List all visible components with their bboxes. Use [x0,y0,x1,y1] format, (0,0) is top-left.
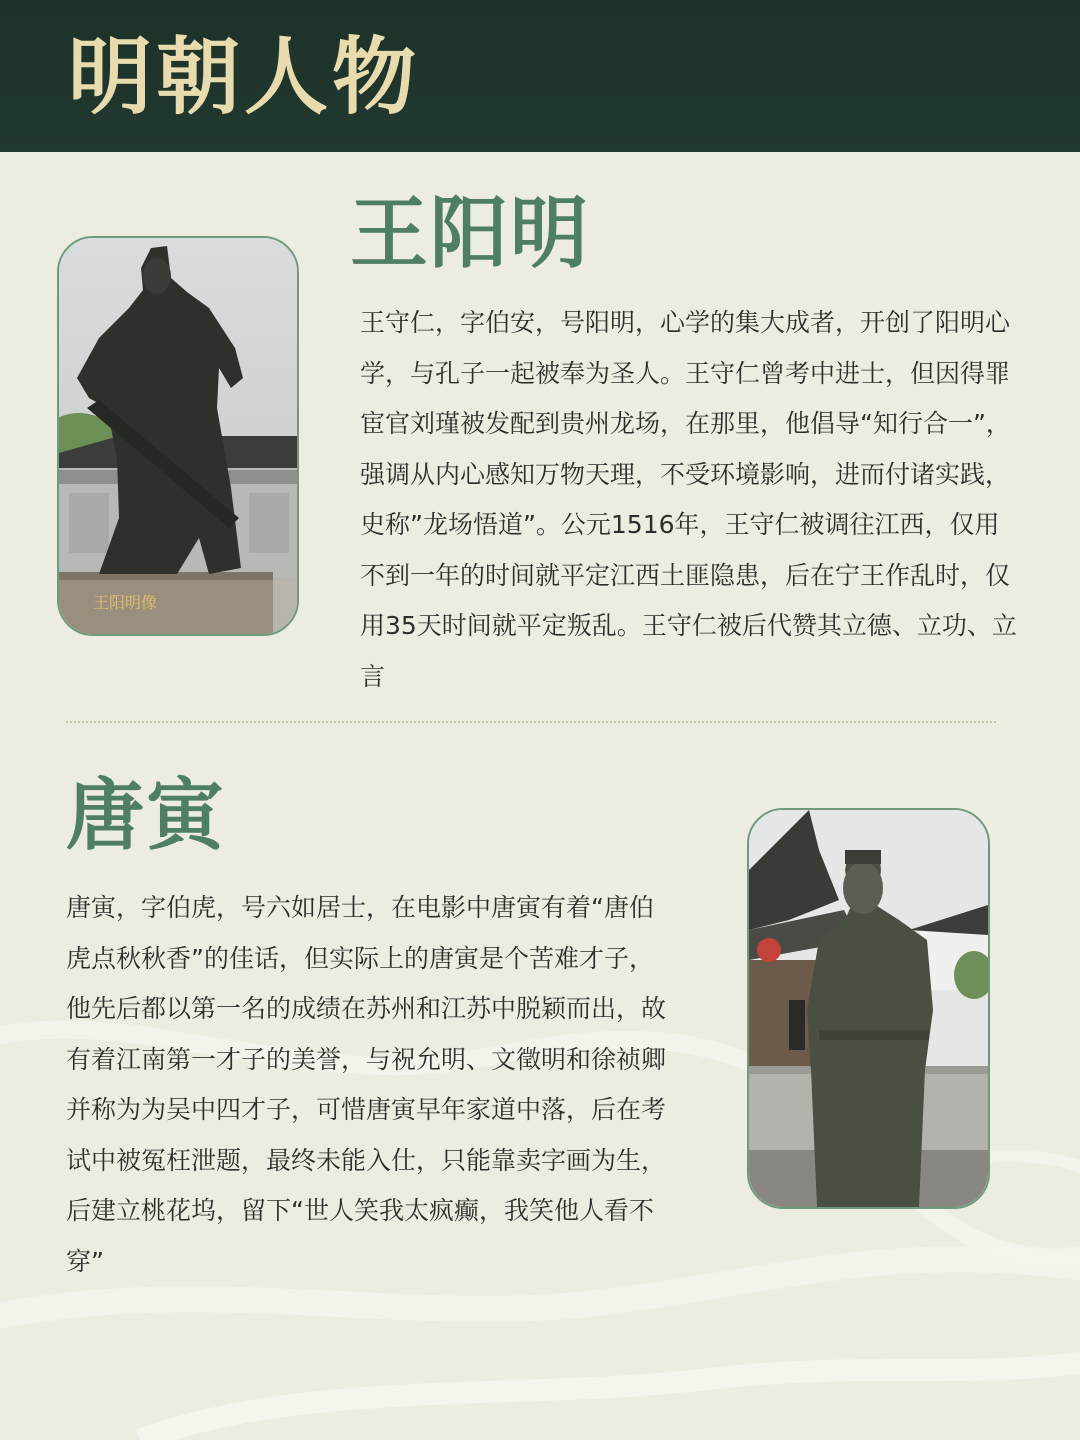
person-name-wang-yangming: 王阳明 [350,188,591,279]
person-description-tang-yin: 唐寅，字伯虎，号六如居士，在电影中唐寅有着“唐伯虎点秋秋香”的佳话，但实际上的唐寅是个苦难才子，他先后都以第一名的成绩在苏州和江苏中脱颖而出，故有着江南第一才子的美誉，与祝允明、文徵明和徐祯卿并称为为吴中四才子，可惜唐寅早年家道中落，后在考试中被冤枉泄题，最终未能入仕，只能靠卖字画为生，后建立桃花坞，留下“世人笑我太疯癫，我笑他人看不穿” [66,893,667,1276]
page-title: 明朝人物 [68,27,421,126]
pedestal-inscription: 王阳明像 [93,593,158,612]
wang-yangming-statue-photo [57,236,299,636]
header-banner [0,0,1080,152]
section-divider [66,721,996,723]
statue-illustration-1 [59,238,297,634]
person-description-wang-yangming: 王守仁，字伯安，号阳明，心学的集大成者，开创了阳明心学，与孔子一起被奉为圣人。王守仁曾考中进士，但因得罪宦官刘瑾被发配到贵州龙场，在那里，他倡导“知行合一”，强调从内心感知万物天理，不受环境影响，进而付诸实践，史称”龙场悟道”。公元1516年，王守仁被调往江西，仅用不到一年的时间就平定江西土匪隐患，后在宁王作乱时，仅用35天时间就平定叛乱。王守仁被后代赞其立德、立功、立言 [360,308,1017,691]
person-name-tang-yin: 唐寅 [66,770,227,861]
tang-yin-statue-photo [747,808,990,1209]
statue-illustration-2 [749,810,988,1207]
